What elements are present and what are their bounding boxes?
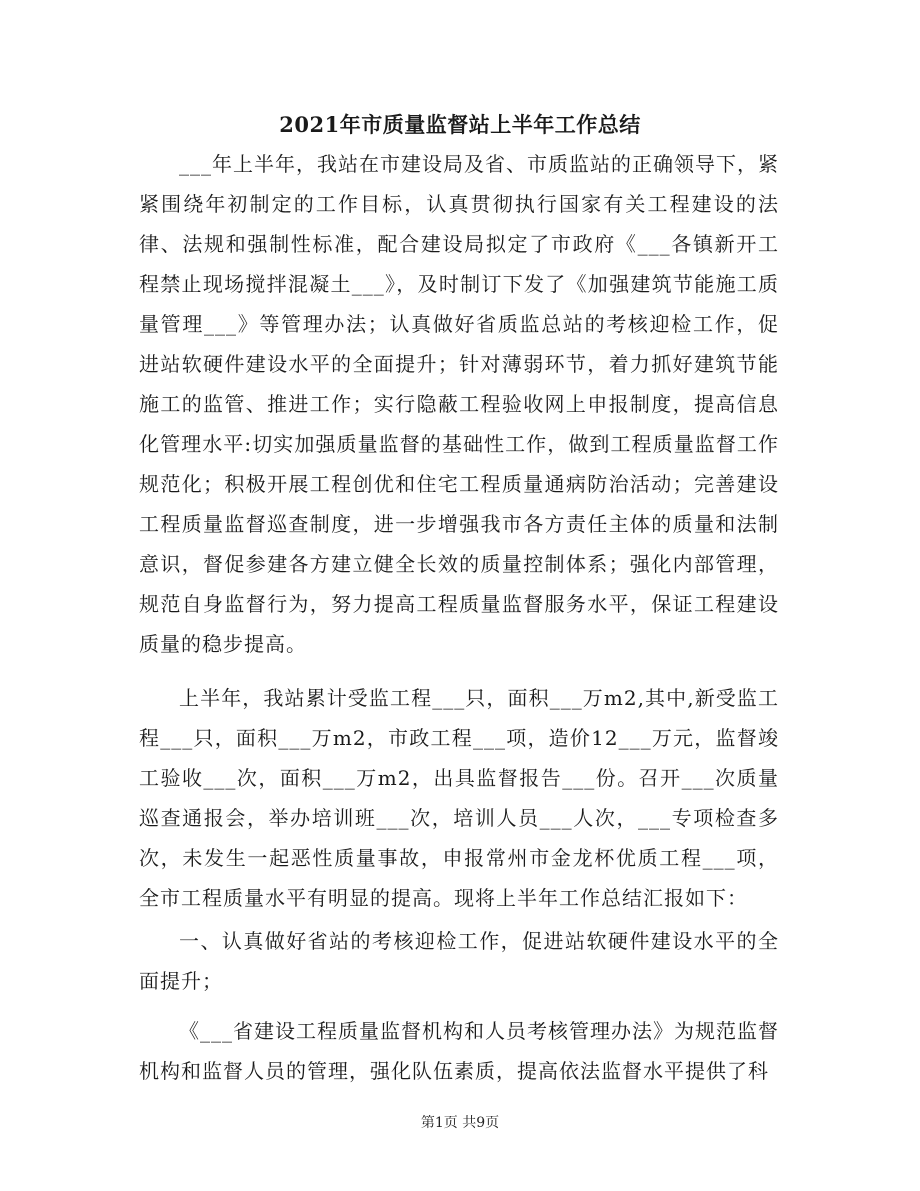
paragraph-section-1-body: 《___省建设工程质量监督机构和人员考核管理办法》为规范监督机构和监督人员的管理，强化队伍素质，提高依法监督水平提供了科	[139, 1019, 779, 1083]
paragraph-statistics: 上半年，我站累计受监工程___只，面积___万m2,其中,新受监工程___只，面积___万m2，市政工程___项，造价12___万元，监督竣工验收___次，面积___万m2，出具监督报告___份。召开___次质量巡查通报会，举办培训班___次，培训人员___人次，___专项检查多次，未发生一起恶性质量事故，申报常州市金龙杯优质工程___项，全市工程质量水平有明显的提高。现将上半年工作总结汇报如下：	[139, 686, 779, 910]
document-title: 2021年市质量监督站上半年工作总结	[279, 112, 641, 137]
page-number-footer: 第1页 共9页	[420, 1115, 500, 1131]
section-heading-1: 一、认真做好省站的考核迎检工作，促进站软硬件建设水平的全面提升；	[139, 929, 779, 993]
paragraph-intro: ___年上半年，我站在市建设局及省、市质监站的正确领导下，紧紧围绕年初制定的工作目标，认真贯彻执行国家有关工程建设的法律、法规和强制性标准，配合建设局拟定了市政府《___各镇新开工程禁止现场搅拌混凝土___》，及时制订下发了《加强建筑节能施工质量管理___》等管理办法；认真做好省质监总站的考核迎检工作，促进站软硬件建设水平的全面提升；针对薄弱环节，着力抓好建筑节能施工的监管、推进工作；实行隐蔽工程验收网上申报制度，提高信息化管理水平:切实加强质量监督的基础性工作，做到工程质量监督工作规范化；积极开展工程创优和住宅工程质量通病防治活动；完善建设工程质量监督巡查制度，进一步增强我市各方责任主体的质量和法制意识，督促参建各方建立健全长效的质量控制体系；强化内部管理，规范自身监督行为，努力提高工程质量监督服务水平，保证工程建设质量的稳步提高。	[139, 152, 779, 656]
